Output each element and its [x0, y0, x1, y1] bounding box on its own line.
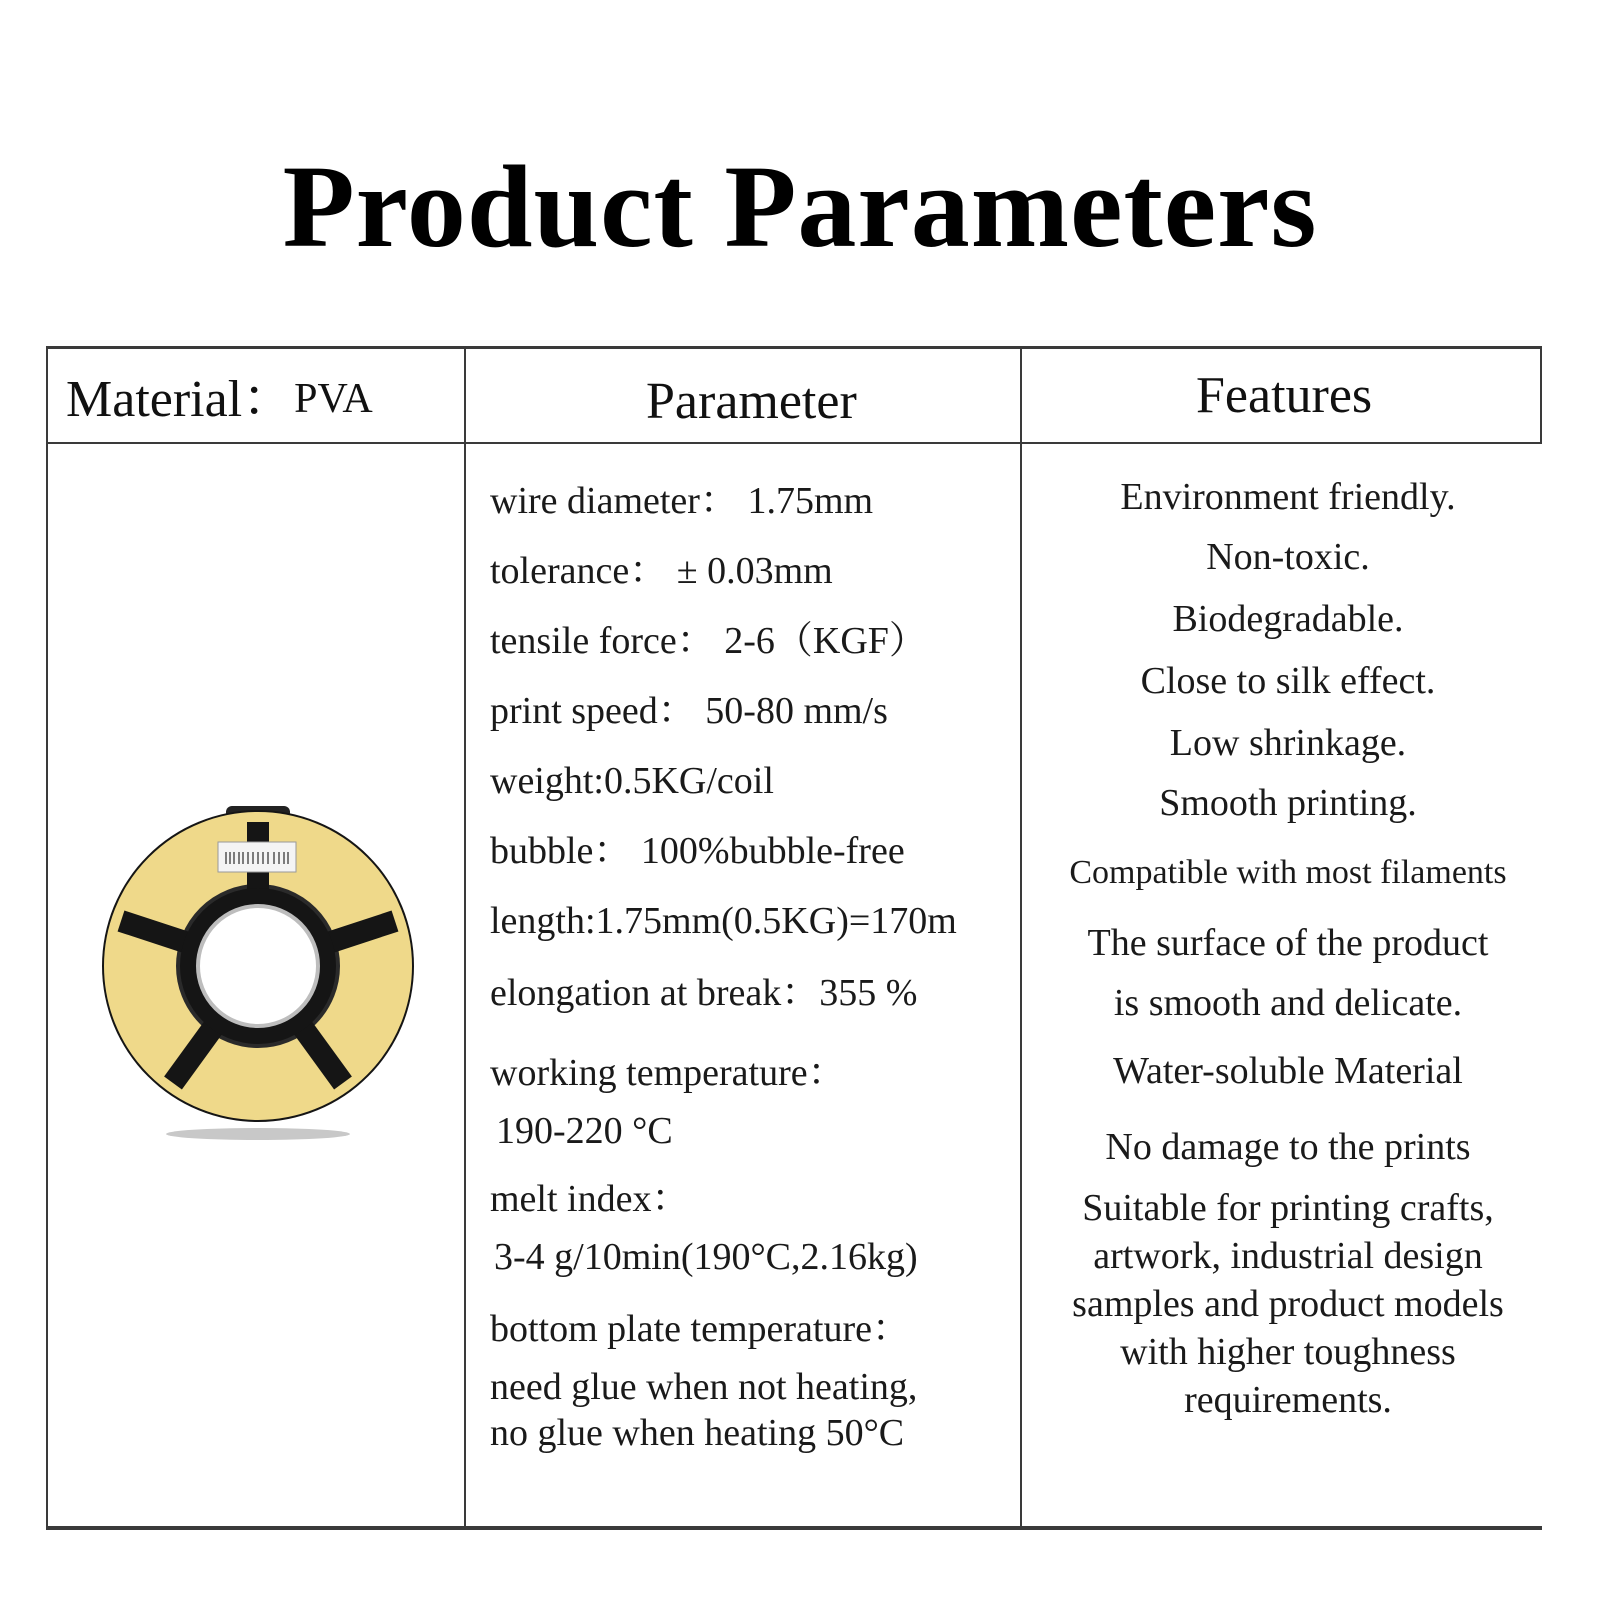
header-parameter: Parameter — [646, 373, 857, 430]
table-border-right — [1540, 346, 1542, 442]
param-working-temperature-value: 190-220 °C — [496, 1110, 673, 1152]
param-bottom-plate-line1: need glue when not heating, — [490, 1366, 918, 1408]
feature-smooth-printing: Smooth printing. — [1159, 782, 1417, 824]
table-border-top — [46, 346, 1542, 349]
param-bottom-plate-label: bottom plate temperature： — [490, 1308, 910, 1350]
table-divider-1 — [464, 346, 466, 1530]
table-border-bottom — [46, 1526, 1542, 1530]
feature-biodegradable: Biodegradable. — [1172, 598, 1404, 640]
table-border-left — [46, 346, 48, 1530]
param-elongation: elongation at break：355 % — [490, 972, 918, 1014]
param-weight: weight:0.5KG/coil — [490, 760, 774, 802]
feature-no-damage: No damage to the prints — [1105, 1126, 1471, 1168]
page-title: Product Parameters — [282, 141, 1318, 272]
param-print-speed: print speed： 50-80 mm/s — [490, 690, 888, 732]
feature-environment-friendly: Environment friendly. — [1120, 476, 1456, 518]
feature-surface-line1: The surface of the product — [1087, 922, 1489, 964]
parameter-table — [46, 346, 1542, 1530]
header-features: Features — [1196, 367, 1373, 424]
material-value: PVA — [294, 376, 373, 422]
param-length: length:1.75mm(0.5KG)=170m — [490, 900, 957, 942]
param-working-temperature-label: working temperature： — [490, 1052, 846, 1094]
feature-suitable-for: Suitable for printing crafts, artwork, industrial design samples and product models with higher toughness requirements. — [1072, 1187, 1504, 1421]
feature-low-shrinkage: Low shrinkage. — [1169, 722, 1407, 764]
param-bubble: bubble： 100%bubble-free — [490, 830, 905, 872]
param-tolerance: tolerance： ± 0.03mm — [490, 550, 833, 592]
param-bottom-plate-line2: no glue when heating 50°C — [490, 1412, 905, 1454]
param-melt-index-value: 3-4 g/10min(190°C,2.16kg) — [494, 1236, 918, 1278]
param-wire-diameter: wire diameter： 1.75mm — [490, 480, 874, 522]
feature-water-soluble: Water-soluble Material — [1113, 1050, 1463, 1092]
header-material — [66, 371, 373, 428]
filament-spool-icon — [98, 806, 422, 1146]
feature-compatible: Compatible with most filaments — [1069, 854, 1507, 891]
material-label: Material： — [66, 371, 295, 428]
feature-surface-line2: is smooth and delicate. — [1113, 982, 1463, 1024]
feature-silk-effect: Close to silk effect. — [1140, 660, 1436, 702]
param-tensile-force: tensile force： 2-6（KGF） — [490, 620, 927, 662]
table-border-header — [46, 442, 1542, 444]
param-melt-index-label: melt index： — [490, 1178, 690, 1220]
feature-non-toxic: Non-toxic. — [1206, 536, 1370, 578]
table-divider-2 — [1020, 346, 1022, 1530]
